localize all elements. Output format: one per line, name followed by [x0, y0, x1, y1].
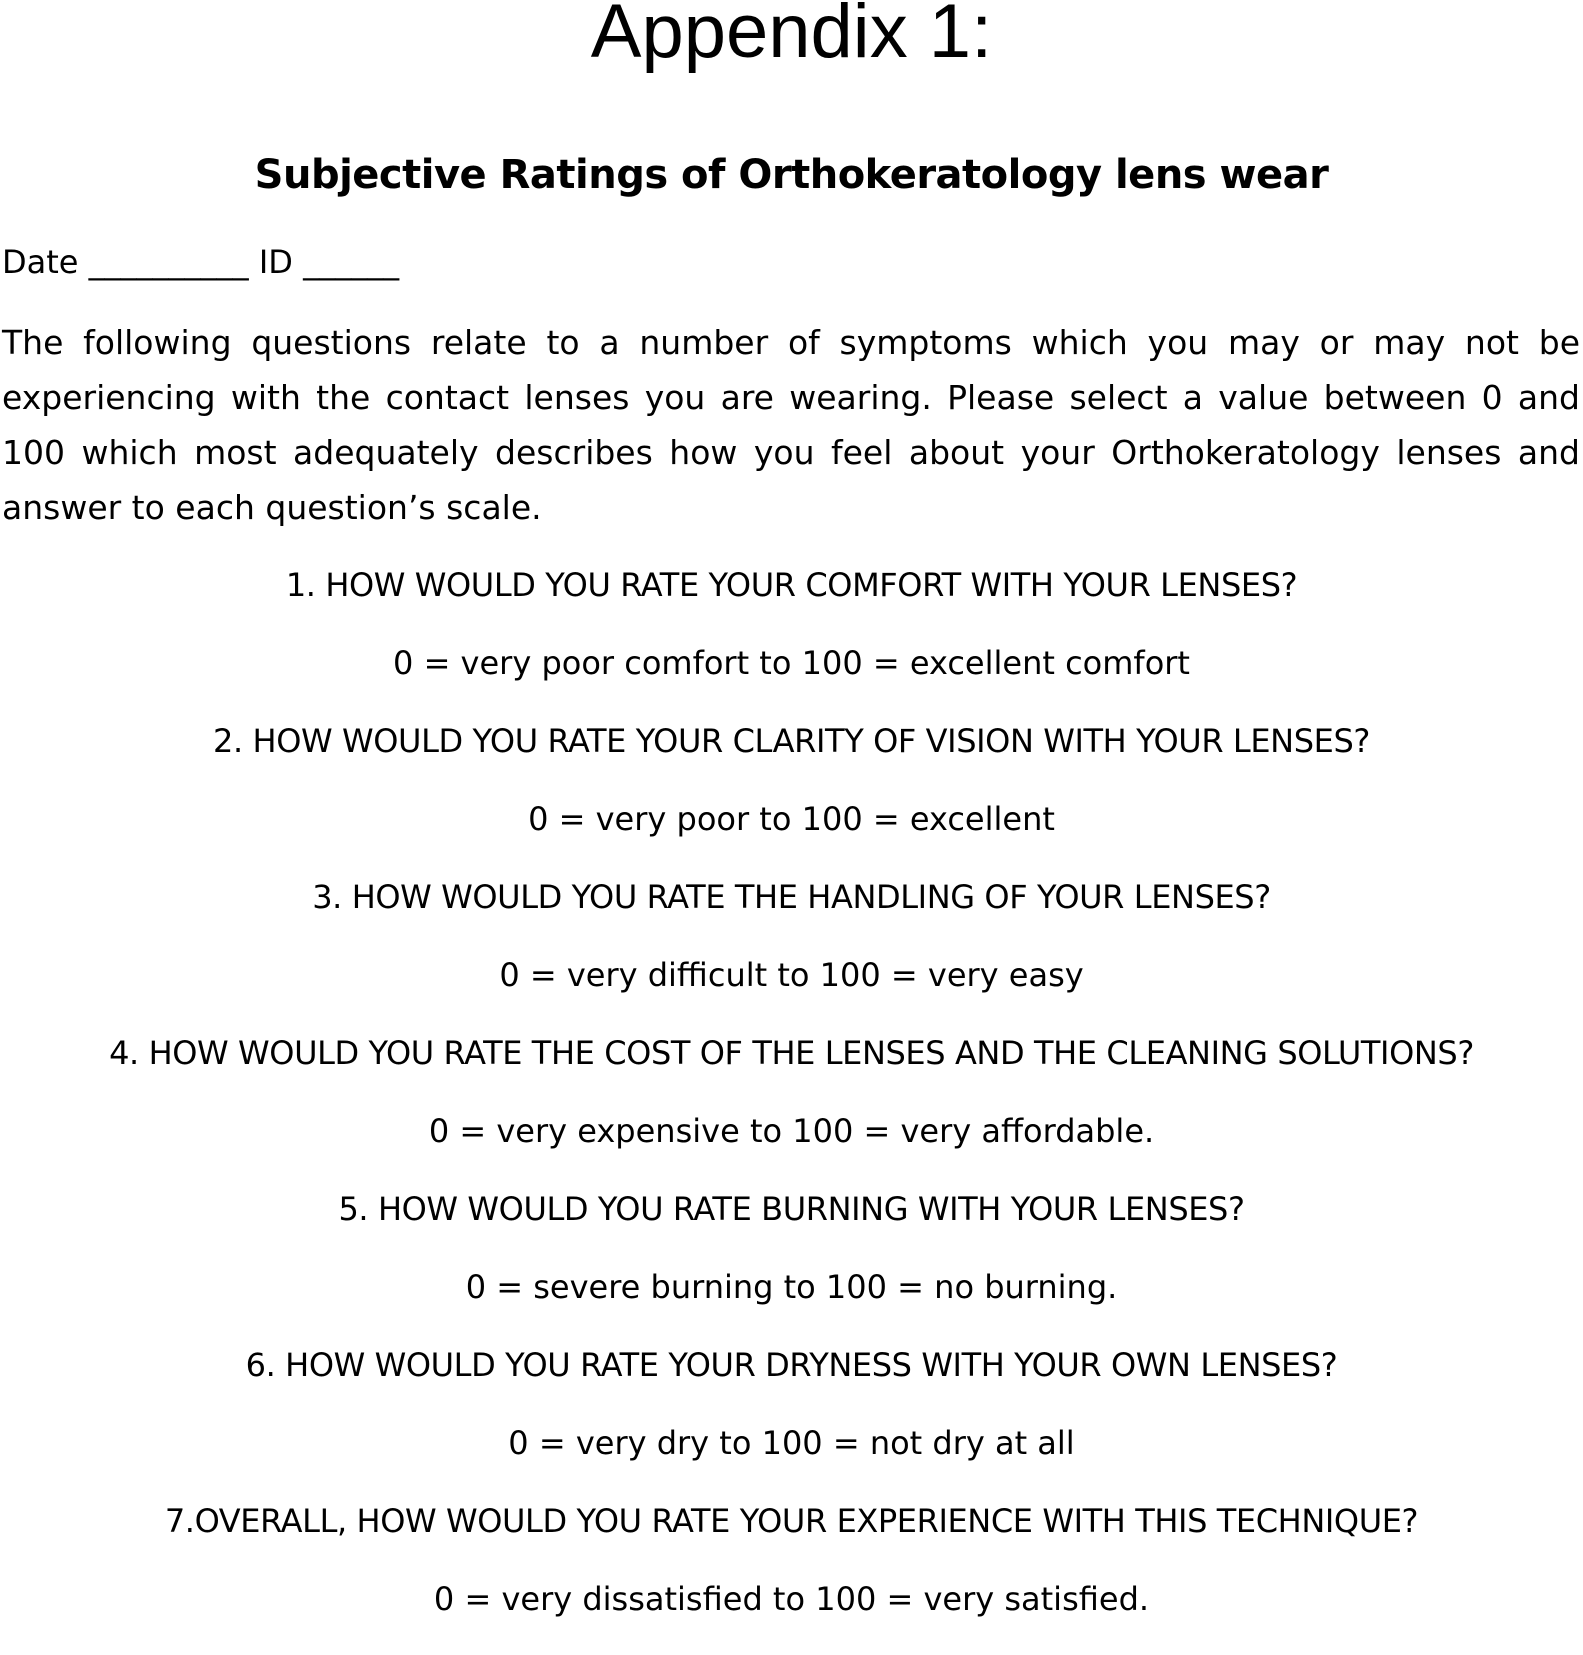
scale-text: 0 = very poor to 100 = excellent [528, 800, 1055, 838]
scale-text: 0 = very dry to 100 = not dry at all [508, 1424, 1075, 1462]
document-subtitle: Subjective Ratings of Orthokeratology lens wear [254, 152, 1329, 198]
appendix-title: Appendix 1: [590, 0, 993, 74]
scale-text: 0 = severe burning to 100 = no burning. [465, 1268, 1118, 1306]
question-item-2 [0, 719, 1583, 875]
question-item-1 [0, 563, 1583, 719]
scale-text: 0 = very dissatisfied to 100 = very satisfied. [433, 1580, 1150, 1618]
question-text: 3. HOW WOULD YOU RATE THE HANDLING OF YOUR LENSES? [312, 878, 1271, 916]
question-text: 2. HOW WOULD YOU RATE YOUR CLARITY OF VISION WITH YOUR LENSES? [213, 722, 1370, 760]
question-item-3 [0, 875, 1583, 1031]
question-item-6 [0, 1343, 1583, 1499]
intro-paragraph: The following questions relate to a number of symptoms which you may or may not be experiencing with the contact lenses you are wearing. Please select a value between 0 and 100 which most adequately describes how you feel about your Orthokeratology lenses and answer to each question’s scale. [2, 323, 1580, 527]
question-text: 7.OVERALL, HOW WOULD YOU RATE YOUR EXPERIENCE WITH THIS TECHNIQUE? [164, 1502, 1419, 1540]
question-item-5 [0, 1187, 1583, 1343]
question-text: 5. HOW WOULD YOU RATE BURNING WITH YOUR LENSES? [338, 1190, 1245, 1228]
question-text: 4. HOW WOULD YOU RATE THE COST OF THE LENSES AND THE CLEANING SOLUTIONS? [109, 1034, 1474, 1072]
question-item-4 [0, 1031, 1583, 1187]
question-list [0, 563, 1583, 1655]
scale-text: 0 = very difficult to 100 = very easy [499, 956, 1084, 994]
question-item-7 [0, 1499, 1583, 1655]
date-id-line: Date __________ ID ______ [2, 243, 400, 281]
question-text: 6. HOW WOULD YOU RATE YOUR DRYNESS WITH YOUR OWN LENSES? [245, 1346, 1338, 1384]
scale-text: 0 = very poor comfort to 100 = excellent comfort [393, 644, 1190, 682]
scale-text: 0 = very expensive to 100 = very affordable. [428, 1112, 1155, 1150]
question-text: 1. HOW WOULD YOU RATE YOUR COMFORT WITH YOUR LENSES? [285, 566, 1298, 604]
